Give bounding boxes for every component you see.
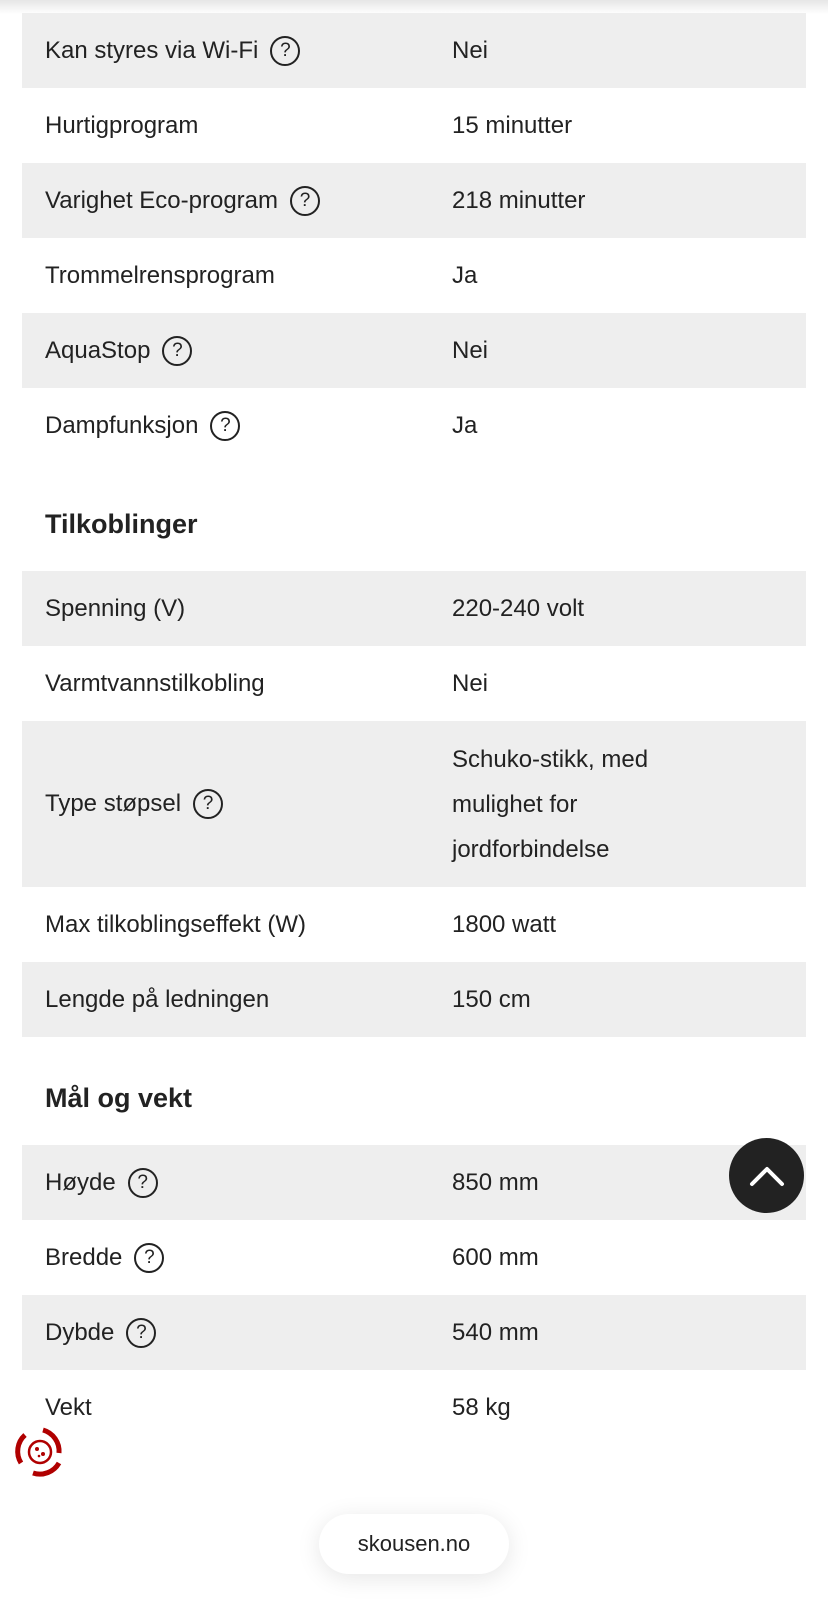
help-icon[interactable]: ? bbox=[290, 186, 320, 216]
spec-row bbox=[22, 13, 806, 88]
spec-row bbox=[22, 646, 806, 721]
spec-value: Ja bbox=[452, 262, 478, 289]
section-heading: Tilkoblinger bbox=[45, 509, 198, 539]
spec-label: Trommelrensprogram bbox=[45, 261, 275, 289]
spec-label: Hurtigprogram bbox=[45, 111, 199, 139]
spec-label-cell bbox=[22, 36, 452, 66]
spec-label-cell bbox=[22, 112, 452, 140]
spec-label: Høyde bbox=[45, 1168, 116, 1196]
spec-label: Bredde bbox=[45, 1243, 123, 1271]
spec-value: 150 cm bbox=[452, 986, 531, 1013]
spec-row bbox=[22, 238, 806, 313]
spec-label-cell bbox=[22, 670, 452, 698]
spec-row bbox=[22, 887, 806, 962]
back-to-top-button[interactable] bbox=[729, 1138, 804, 1213]
spec-value: 15 minutter bbox=[452, 112, 573, 139]
cookie-icon bbox=[13, 1425, 67, 1479]
spec-row bbox=[22, 1295, 806, 1370]
spec-label: Dampfunksjon bbox=[45, 411, 199, 439]
spec-row bbox=[22, 1220, 806, 1295]
header-shadow bbox=[0, 0, 828, 14]
spec-label: AquaStop bbox=[45, 336, 151, 364]
spec-value: 850 mm bbox=[452, 1169, 539, 1196]
help-icon[interactable]: ? bbox=[193, 789, 223, 819]
spec-label-cell bbox=[22, 411, 452, 441]
help-icon[interactable]: ? bbox=[126, 1318, 156, 1348]
spec-row bbox=[22, 721, 806, 887]
spec-label-cell bbox=[22, 1394, 452, 1422]
spec-label: Spenning (V) bbox=[45, 594, 186, 622]
spec-label: Dybde bbox=[45, 1318, 115, 1346]
help-icon[interactable]: ? bbox=[162, 336, 192, 366]
spec-label-cell bbox=[22, 595, 452, 623]
spec-row bbox=[22, 88, 806, 163]
section-heading: Mål og vekt bbox=[45, 1083, 193, 1113]
help-icon[interactable]: ? bbox=[128, 1168, 158, 1198]
spec-row bbox=[22, 571, 806, 646]
spec-label-cell bbox=[22, 1318, 452, 1348]
spec-label: Max tilkoblingseffekt (W) bbox=[45, 910, 306, 938]
spec-label-cell bbox=[22, 336, 452, 366]
chevron-up-icon bbox=[749, 1165, 785, 1187]
spec-row bbox=[22, 313, 806, 388]
spec-value: 1800 watt bbox=[452, 911, 557, 938]
spec-row bbox=[22, 163, 806, 238]
spec-label-cell bbox=[22, 911, 452, 939]
spec-label-cell bbox=[22, 186, 452, 216]
spec-label-cell bbox=[22, 789, 452, 819]
spec-label-cell bbox=[22, 1168, 452, 1198]
spec-label-cell bbox=[22, 1243, 452, 1273]
spec-row bbox=[22, 388, 806, 463]
spec-label-cell bbox=[22, 986, 452, 1014]
spec-value: Nei bbox=[452, 37, 489, 64]
spec-value: 58 kg bbox=[452, 1394, 511, 1421]
help-icon[interactable]: ? bbox=[134, 1243, 164, 1273]
spec-value: Ja bbox=[452, 412, 478, 439]
spec-label: Lengde på ledningen bbox=[45, 985, 270, 1013]
spec-value: 220-240 volt bbox=[452, 595, 585, 622]
spec-value: 600 mm bbox=[452, 1244, 539, 1271]
help-icon[interactable]: ? bbox=[270, 36, 300, 66]
spec-row bbox=[22, 1145, 806, 1220]
spec-value: 218 minutter bbox=[452, 187, 586, 214]
spec-label: Varighet Eco-program bbox=[45, 186, 278, 214]
site-url-pill[interactable] bbox=[319, 1514, 509, 1574]
spec-value: Schuko-stikk, med mulighet for jordforbindelse bbox=[452, 745, 649, 863]
site-domain: skousen.no bbox=[357, 1531, 471, 1556]
spec-value: Nei bbox=[452, 670, 489, 697]
spec-row bbox=[22, 1370, 806, 1445]
spec-row bbox=[22, 962, 806, 1037]
spec-label: Type støpsel bbox=[45, 790, 182, 817]
help-icon[interactable]: ? bbox=[210, 411, 240, 441]
spec-value: Nei bbox=[452, 337, 489, 364]
spec-value: 540 mm bbox=[452, 1319, 539, 1346]
spec-label: Varmtvannstilkobling bbox=[45, 669, 265, 697]
cookie-settings-button[interactable] bbox=[13, 1425, 67, 1484]
spec-label: Vekt bbox=[45, 1393, 92, 1421]
spec-label: Kan styres via Wi-Fi bbox=[45, 36, 259, 64]
spec-label-cell bbox=[22, 262, 452, 290]
spec-table bbox=[22, 13, 806, 1445]
